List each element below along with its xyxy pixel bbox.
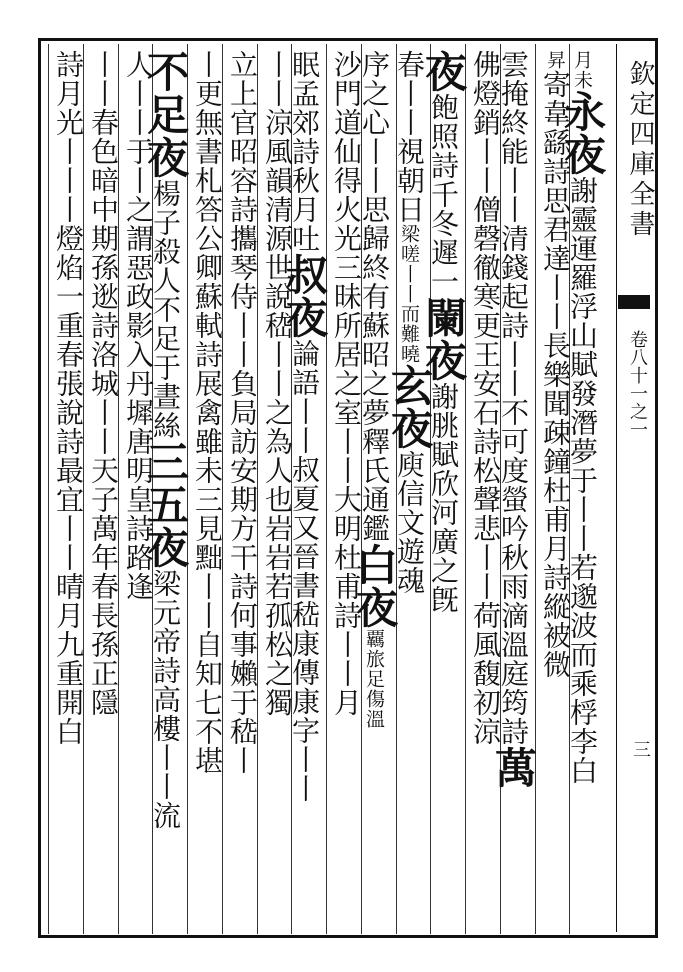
column-text: 梁元帝詩高樓丨丨流	[149, 569, 182, 830]
column-text: 昇	[544, 50, 566, 70]
column-text: 詩月光丨丨丨燈焰一重春張說詩最宜丨丨晴月九重開白	[52, 50, 85, 746]
column-text: 論語丨丨叔夏又晉書嵇康傳康字丨丨	[288, 339, 321, 803]
column-text: 丨丨涼風韻清源	[261, 50, 294, 253]
entry-heading: 白夜	[350, 543, 399, 629]
column-text: 寄韋繇詩思君達丨丨長樂聞疎鐘杜甫月詩縱被微	[539, 70, 572, 679]
text-column	[419, 50, 468, 910]
column-text: 丨丨春色暗中期孫逖詩洛城丨丨天子萬年春長孫正隱	[87, 50, 120, 717]
column-text: 謝朓賦欣河廣之旣	[427, 382, 460, 614]
column-text: 杜甫詩丨丨月	[330, 543, 363, 717]
column-text: 飽照詩千冬遲一	[427, 93, 460, 296]
entry-heading: 闌夜	[419, 296, 468, 382]
entry-heading: 玄夜	[385, 364, 434, 450]
fishtail-mark	[618, 295, 650, 309]
column-rule	[48, 44, 49, 934]
text-column	[329, 50, 363, 910]
text-column	[385, 50, 434, 910]
column-text: 謝靈運羅浮山賦發潛夢于丨丨若邈波而乘桴李白	[566, 176, 599, 785]
column-rule	[326, 44, 327, 934]
text-column	[225, 50, 259, 910]
column-text: 立上官昭容詩攜琴侍丨丨負局訪安期方干詩何事嬾于嵇丨	[226, 50, 259, 775]
text-column	[350, 50, 399, 910]
column-text: 序之心丨丨思歸終有蘇昭之夢釋氏通鑑	[358, 50, 391, 543]
column-text: 雲掩終能丨丨清錢起詩丨丨不可度螢吟秋雨滴溫庭筠詩	[497, 50, 530, 746]
text-column	[121, 50, 155, 910]
entry-heading: 夜	[419, 50, 468, 93]
folio-number: 三	[630, 740, 651, 758]
column-rule	[535, 44, 536, 934]
text-column	[86, 50, 120, 910]
column-text: 影入丹墀唐明皇詩路逢	[122, 311, 155, 601]
text-column	[280, 50, 329, 910]
column-text: 人丨丨于丨之謂惡政	[122, 50, 155, 311]
column-text: 覊旅足傷溫	[363, 629, 385, 729]
column-text: 沙門道仙得火光三昧所居之室丨丨大明	[330, 50, 363, 543]
text-column	[468, 50, 502, 910]
column-rule	[465, 44, 466, 934]
column-text: 庾信文遊魂	[393, 450, 426, 595]
book-title: 欽定四庫全書	[625, 60, 655, 240]
column-text: 佛燈銷丨丨僧磬徹寒更王安石詩松聲悲丨丨荷風馥初涼	[469, 50, 502, 746]
text-column	[260, 50, 294, 910]
text-column	[190, 50, 224, 910]
entry-heading: 萬	[489, 746, 538, 789]
entry-heading: 叔夜	[280, 253, 329, 339]
column-text: 梁嗟丨丨而難曉	[398, 224, 420, 364]
column-text: 丨更無書札答公卿蘇軾詩展禽雖未三見黜丨丨自知七不堪	[191, 50, 224, 775]
chapter-label: 卷八十一之一	[627, 330, 648, 438]
column-text: 世說嵇丨丨之為人也岩岩若孤松之獨	[261, 253, 294, 717]
column-text: 春丨丨視朝日	[393, 50, 426, 224]
entry-heading: 不足夜	[141, 50, 190, 179]
column-text: 楊子殺人不足于晝絲	[149, 179, 182, 440]
text-column	[558, 50, 607, 910]
text-column	[538, 50, 572, 910]
text-column	[141, 50, 190, 910]
entry-heading: 永夜	[558, 90, 607, 176]
text-column	[51, 50, 85, 910]
column-text: 月未	[571, 50, 593, 90]
entry-heading: 三五夜	[141, 440, 190, 569]
text-column	[489, 50, 538, 910]
column-text: 眠孟郊詩秋月吐	[288, 50, 321, 253]
